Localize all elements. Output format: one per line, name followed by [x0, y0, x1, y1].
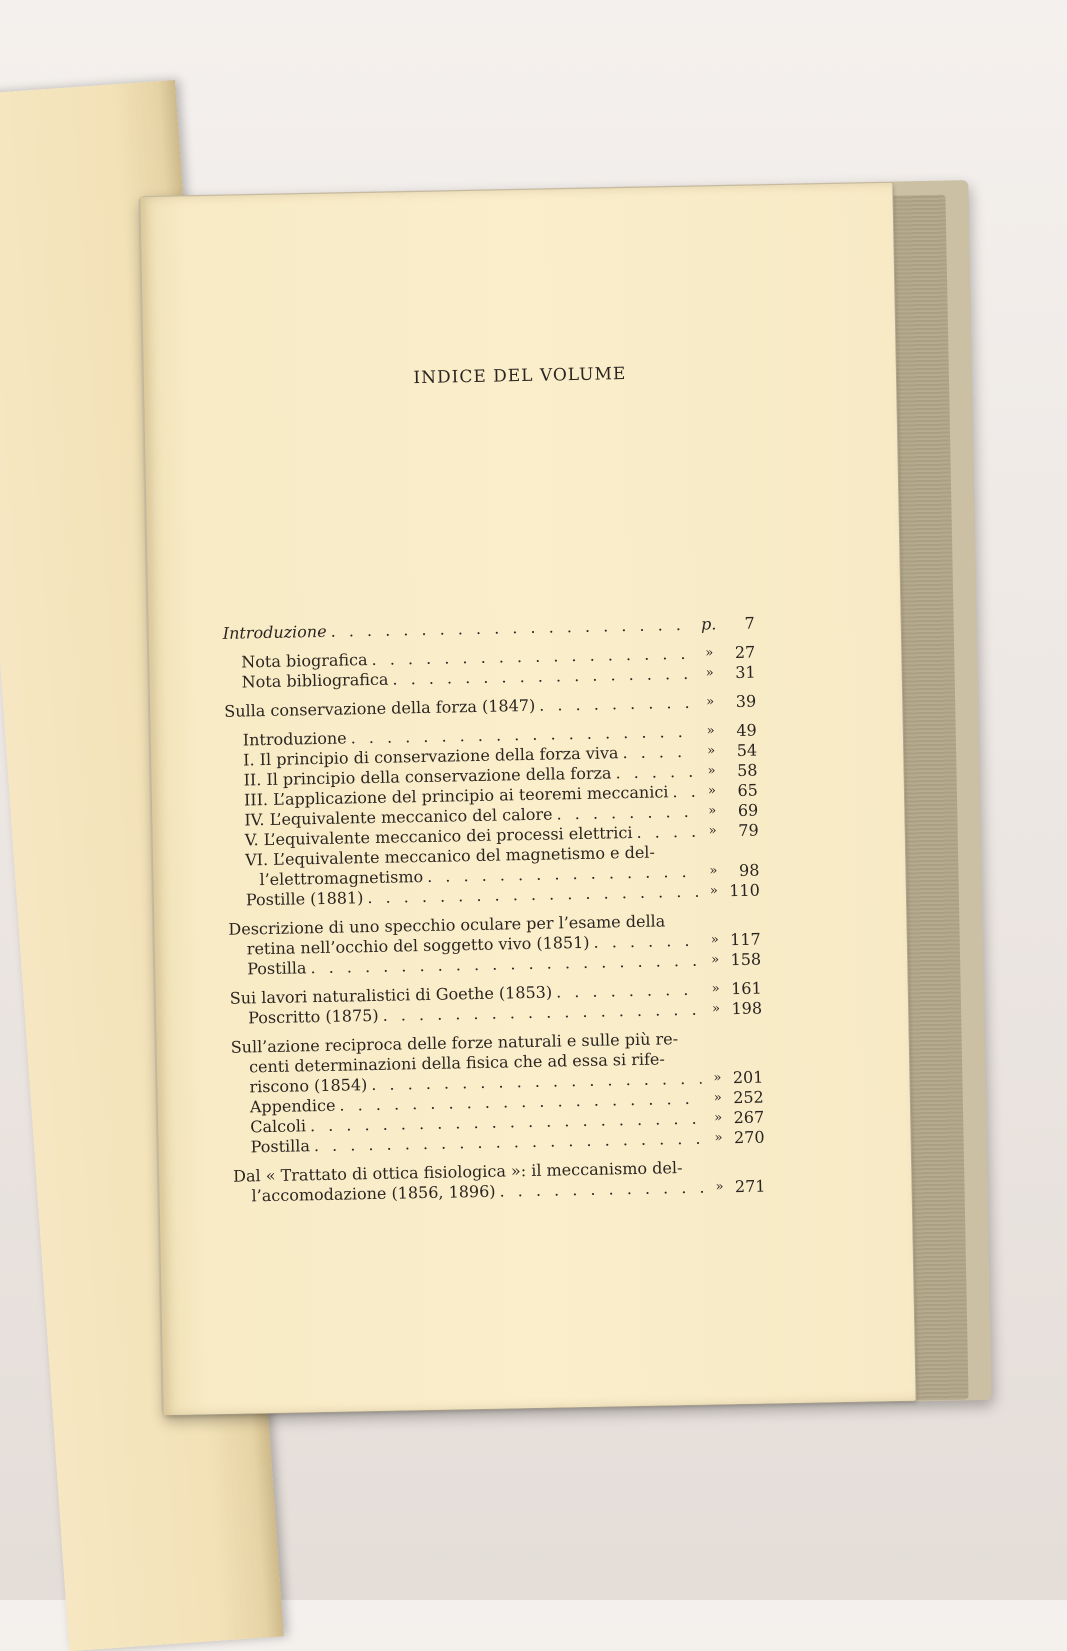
- entry-page: 49: [736, 720, 757, 740]
- entry-page: 58: [736, 760, 758, 780]
- entry-mark: »: [705, 665, 714, 681]
- table-of-contents: [223, 614, 766, 1216]
- entry-mark: »: [709, 883, 718, 899]
- dot-leader: [330, 615, 692, 642]
- entry-page: 201: [732, 1067, 764, 1088]
- entry-title: III. L’applicazione del principio ai teoremi meccanici: [243, 782, 669, 810]
- entry-title: Postilla: [250, 1136, 311, 1157]
- book-page: [140, 183, 915, 1415]
- entry-title: Postilla: [247, 958, 307, 979]
- entry-page: 54: [736, 740, 758, 760]
- entry-title: l’accomodazione (1856, 1896): [251, 1181, 496, 1206]
- entry-title: Nota bibliografica: [241, 669, 389, 692]
- entry-page: 267: [733, 1107, 765, 1128]
- entry-title: Introduzione: [222, 621, 327, 643]
- entry-mark: »: [706, 743, 716, 759]
- toc-group-introduzione: [223, 614, 755, 644]
- dot-leader: [636, 822, 697, 843]
- entry-page: 198: [731, 998, 763, 1019]
- toc-group-note: [223, 643, 756, 693]
- dot-leader: [499, 1178, 703, 1202]
- entry-title: centi determinazioni della fisica che ad essa si rife-: [248, 1049, 665, 1077]
- entry-page: 31: [735, 662, 756, 682]
- entry-page: 65: [737, 780, 759, 800]
- entry-mark: p.: [700, 614, 717, 634]
- entry-title: Dal « Trattato di ottica fisiologica »: il meccanismo del-: [233, 1158, 683, 1186]
- dot-leader: [615, 762, 695, 784]
- entry-title: Sulla conservazione della forza (1847): [224, 695, 536, 721]
- toc-group-trattato: [233, 1157, 766, 1207]
- dot-leader: [556, 980, 700, 1003]
- entry-title: II. Il principio della conservazione della forza: [243, 763, 612, 790]
- entry-mark: »: [705, 645, 714, 661]
- entry-page: 271: [734, 1176, 766, 1197]
- entry-title: IV. L’equivalente meccanico del calore: [244, 804, 553, 830]
- dot-leader: [672, 782, 696, 802]
- entry-page: 79: [738, 820, 759, 840]
- entry-page: 27: [734, 642, 756, 662]
- entry-title: retina nell’occhio del soggetto vivo (1851): [246, 932, 590, 959]
- entry-mark: »: [711, 981, 720, 997]
- entry-page: 7: [744, 613, 755, 633]
- page-title: INDICE DEL VOLUME: [413, 364, 627, 389]
- entry-title: Introduzione: [242, 728, 347, 750]
- entry-mark: »: [707, 763, 716, 779]
- toc-group-descrizione: [228, 910, 761, 980]
- entry-page: 158: [730, 949, 762, 970]
- entry-title: VI. L’equivalente meccanico del magnetismo e del-: [244, 842, 656, 870]
- entry-title: Sull’azione reciproca delle forze naturali e sulle più re-: [230, 1029, 679, 1057]
- entry-mark: »: [714, 1130, 723, 1146]
- entry-mark: »: [710, 952, 720, 968]
- toc-entry: [224, 692, 756, 722]
- entry-title: Poscritto (1875): [247, 1005, 379, 1028]
- entry-title: Descrizione di uno specchio oculare per l’esame della: [228, 911, 666, 939]
- toc-group-chapters: [225, 721, 760, 911]
- entry-page: 161: [730, 978, 762, 999]
- entry-page: 270: [733, 1127, 765, 1148]
- dot-leader: [593, 931, 699, 953]
- entry-title: Nota biografica: [241, 650, 368, 672]
- entry-mark: »: [708, 823, 717, 839]
- dot-leader: [539, 693, 694, 716]
- entry-title: riscono (1854): [249, 1075, 368, 1097]
- entry-mark: »: [715, 1179, 724, 1195]
- toc-entry: [223, 614, 755, 644]
- toc-group-goethe: [230, 979, 763, 1029]
- dot-leader: [556, 802, 696, 825]
- entry-mark: »: [709, 863, 718, 879]
- entry-page: 252: [733, 1087, 764, 1108]
- entry-mark: »: [710, 932, 719, 948]
- dot-leader: [622, 742, 695, 763]
- entry-title: Postille (1881): [245, 888, 364, 910]
- entry-page: 69: [737, 800, 759, 820]
- entry-title: Sui lavori naturalistici di Goethe (1853): [229, 982, 553, 1008]
- entry-mark: »: [706, 723, 715, 739]
- toc-group-sulla: [224, 692, 756, 722]
- entry-title: Calcoli: [250, 1116, 307, 1137]
- entry-mark: »: [714, 1110, 723, 1126]
- entry-page: 117: [730, 929, 761, 950]
- entry-title: Appendice: [249, 1095, 336, 1117]
- entry-title: I. Il principio di conservazione della forza viva: [243, 743, 619, 770]
- entry-mark: »: [707, 783, 717, 799]
- entry-page: 98: [738, 860, 760, 880]
- entry-mark: »: [713, 1090, 722, 1106]
- entry-mark: »: [708, 803, 717, 819]
- entry-page: 39: [735, 691, 757, 711]
- toc-group-azione: [231, 1028, 765, 1158]
- entry-mark: »: [706, 694, 715, 710]
- entry-title: l’elettromagnetismo: [259, 867, 424, 890]
- entry-mark: »: [711, 1001, 721, 1017]
- entry-title: V. L’equivalente meccanico dei processi elettrici: [244, 823, 633, 850]
- entry-page: 110: [729, 880, 760, 901]
- entry-mark: »: [713, 1070, 722, 1086]
